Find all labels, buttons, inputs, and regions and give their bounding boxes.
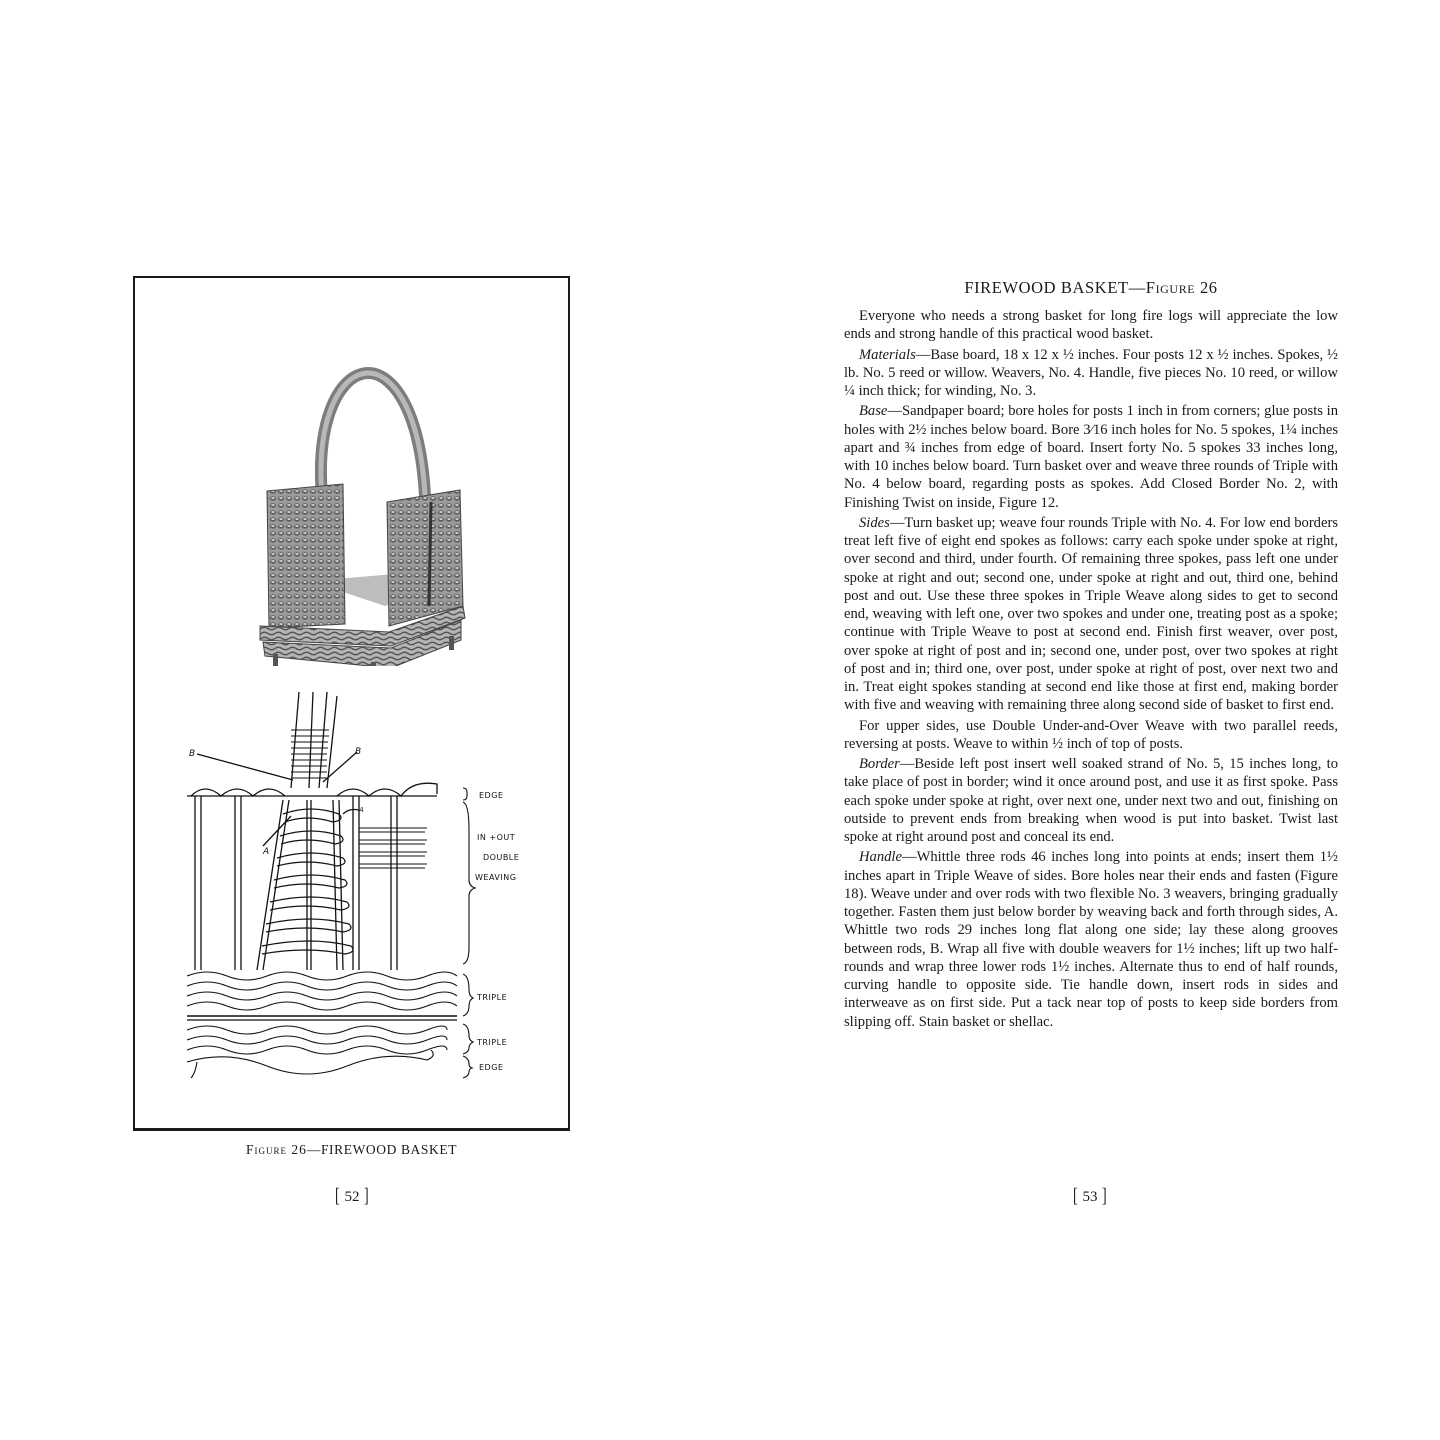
caption-title: FIREWOOD BASKET xyxy=(320,1142,458,1157)
paragraph-lead: Materials xyxy=(859,346,916,363)
paragraph-text: —Beside left post insert well soaked strand of No. 5, 15 inches long, to take place of post in border; wind it once around post, and use it as first spoke. Pass each spoke under spoke at right, over next one, under next two and out, finishing on outside to prevent ends from breaking when wood is put into basket. Twist last spoke at right around post and conceal its end. xyxy=(844,756,1338,845)
right-page xyxy=(844,277,1338,1033)
paragraph-lead: Handle xyxy=(859,849,902,866)
label-weaving: WEAVING xyxy=(475,873,517,882)
paragraph-text: —Whittle three rods 46 inches long into points at ends; insert them 1½ inches apart in Triple Weave of sides. Bore holes near their ends and fasten (Figure 18). Weave under and over rods with two flexible No. 3 weavers, bringing gradually together. Fasten them just below border by weaving back and forth through sides, A. Whittle two rods 29 inches long flat along one side; lay these along grooves between rods, B. Wrap all five with double weavers for 1½ inches; lift up two half-rounds and wrap three lower rods 1½ inches. Alternate thus to end of half rounds, curving handle to opposite side. Tie handle down, insert rods in sides and interweave as on first side. Put a tack near top of posts to keep side borders from slipping off. Stain basket or shellac. xyxy=(844,849,1338,1030)
figure-caption xyxy=(133,1142,570,1158)
page-title xyxy=(844,277,1338,299)
paragraph-lead: Base xyxy=(859,403,888,420)
paragraph-lead: Border xyxy=(859,756,900,772)
label-a-right: A xyxy=(359,806,364,814)
paragraph-text: For upper sides, use Double Under-and-Over Weave with two parallel reeds, reversing at posts. Weave to within ½ inch of top of posts. xyxy=(844,717,1338,752)
page-number-right: [ 53 ] xyxy=(1073,1185,1107,1207)
label-in-out: IN +OUT xyxy=(477,833,516,842)
label-double: DOUBLE xyxy=(483,853,520,862)
paragraph-text: —Sandpaper board; bore holes for posts 1 inch in from corners; glue posts in holes with 2½ inches below board. Bore 3⁄16 inch holes for No. 5 spokes, 1¼ inches apart and ¾ inches from edge of board. Insert forty No. 5 spokes 33 inches long, with 10 inches below board. Turn basket over and weave three rounds of Triple with No. 4 below board, regarding posts as spokes. Add Closed Border No. 2, with Finishing Twist on inside, Figure 12. xyxy=(844,403,1338,511)
paragraph-lead: Sides xyxy=(859,514,890,531)
page-number-value: 53 xyxy=(1082,1189,1098,1205)
label-b-right: B xyxy=(355,747,362,757)
paragraph-text: —Base board, 18 x 12 x ½ inches. Four posts 12 x ½ inches. Spokes, ½ lb. No. 5 reed or willow. Weavers, No. 4. Handle, five pieces No. 10 reed, or willow ¼ inch thick; for winding, No. 3. xyxy=(844,346,1338,399)
weaving-detail-diagram xyxy=(187,690,527,1110)
label-a-left: A xyxy=(263,847,270,857)
paragraph-handle xyxy=(844,848,1338,1031)
paragraph-text: —Turn basket up; weave four rounds Triple with No. 4. For low end borders treat left five of eight end spokes as follows: carry each spoke under spoke at right, over second and third, under fourth. Of remaining three spokes, pass left one under spoke at right and out; second one, under spoke at right and out, third one, behind post and out. Use these three spokes in Triple Weave along sides to get to second end, weaving with left one, over two spokes and under one, treating post as a spoke; continue with Triple Weave to post at second end. Finish first weaver, over post, over spoke at right of post and in; second one, under post, over two spokes at right of post and in; third one, over post, under spoke at right of post, over next two and in. Treat eight spokes standing at second end like those at first end, making border with five and weaving with remaining three along second side of basket to first end. xyxy=(844,514,1338,714)
title-dash: — xyxy=(1128,278,1146,297)
paragraph-materials xyxy=(844,346,1338,401)
page-number-left: [ 52 ] xyxy=(335,1185,369,1207)
paragraph-text: Everyone who needs a strong basket for long fire logs will appreciate the low ends and strong handle of this practical wood basket. xyxy=(844,308,1338,343)
caption-prefix: Figure 26 xyxy=(245,1142,307,1157)
paragraph-base xyxy=(844,402,1338,512)
paragraph-intro xyxy=(844,307,1338,344)
label-b-left: B xyxy=(189,749,196,759)
caption-dash: — xyxy=(306,1142,321,1157)
label-triple-upper: TRIPLE xyxy=(477,993,508,1002)
figure-frame xyxy=(133,276,570,1131)
label-edge-bottom: EDGE xyxy=(479,1063,504,1072)
page-number-value: 52 xyxy=(344,1189,360,1205)
title-figure-ref: Figure 26 xyxy=(1145,278,1218,297)
paragraph-upper-sides xyxy=(844,717,1338,754)
basket-photo xyxy=(205,306,505,666)
label-triple-lower: TRIPLE xyxy=(477,1038,508,1047)
paragraph-sides xyxy=(844,514,1338,715)
label-edge-top: EDGE xyxy=(479,791,504,800)
title-main: FIREWOOD BASKET xyxy=(964,278,1129,297)
paragraph-border xyxy=(844,755,1338,846)
